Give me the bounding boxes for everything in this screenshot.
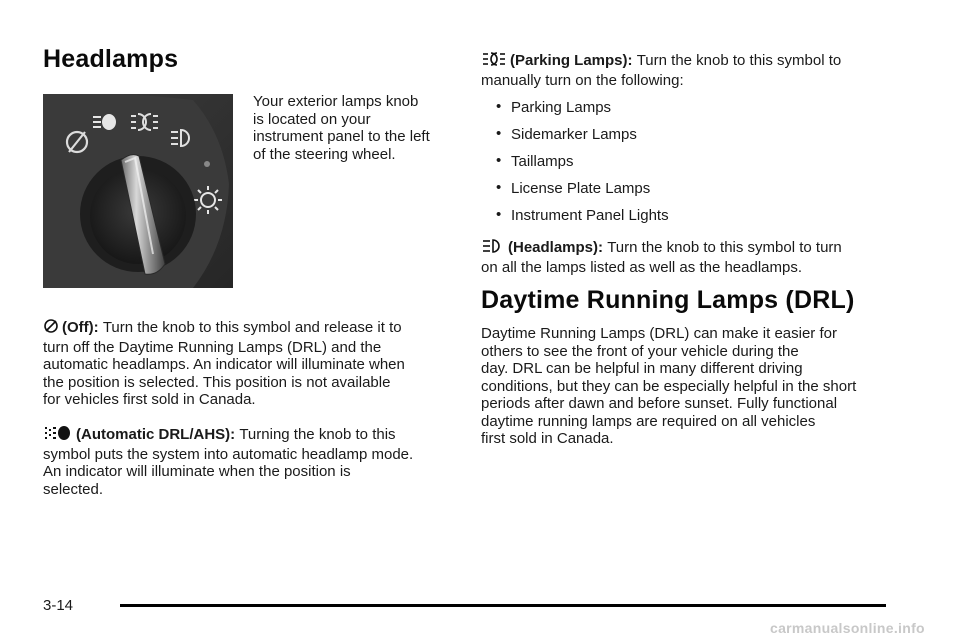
headlamps-label: (Headlamps): <box>508 239 604 256</box>
list-item: • Parking Lamps <box>496 98 612 116</box>
headlamp-knob-photo <box>43 94 233 288</box>
parking-label: (Parking Lamps): <box>510 52 633 69</box>
off-line: for vehicles first sold in Canada. <box>43 391 256 408</box>
watermark: carmanualsonline.info <box>770 620 925 636</box>
headlamps-symbol-icon <box>481 238 505 259</box>
drl-heading: Daytime Running Lamps (DRL) <box>481 286 855 314</box>
footer-rule <box>120 604 886 607</box>
drl-line: Daytime Running Lamps (DRL) can make it easier for <box>481 325 837 342</box>
intro-line: is located on your <box>253 110 371 128</box>
auto-line: symbol puts the system into automatic headlamp mode. <box>43 445 414 463</box>
parking-first-line: Turn the knob to this symbol to <box>636 52 842 69</box>
parking-line-2: manually turn on the following: <box>481 71 684 89</box>
list-item: • Instrument Panel Lights <box>496 206 669 224</box>
headlamps-line-2: on all the lamps listed as well as the headlamps. <box>481 258 803 276</box>
parking-lamps-list <box>481 99 901 234</box>
off-paragraph <box>43 318 453 409</box>
drl-line: daytime running lamps are required on all vehicles <box>481 412 816 430</box>
off-label: (Off): <box>62 319 99 336</box>
intro-paragraph <box>253 93 430 163</box>
headlamps-paragraph <box>481 238 901 276</box>
auto-line: selected. <box>43 480 104 498</box>
parking-lamps-symbol-icon <box>481 51 507 72</box>
off-first-line: Turn the knob to this symbol and release it to <box>102 319 402 336</box>
drl-paragraph <box>481 325 911 448</box>
auto-paragraph <box>43 425 453 498</box>
list-item: • License Plate Lamps <box>496 179 651 197</box>
off-line: automatic headlamps. An indicator will illuminate when <box>43 356 405 373</box>
drl-line: others to see the front of your vehicle during the <box>481 342 799 360</box>
drl-line: day. DRL can be helpful in many different driving <box>481 360 803 377</box>
auto-first-line: Turning the knob to this <box>239 426 396 443</box>
auto-label: (Automatic DRL/AHS): <box>76 426 236 443</box>
headlamps-first-line: Turn the knob to this symbol to turn <box>607 239 842 256</box>
list-item: • Taillamps <box>496 152 574 170</box>
auto-line: An indicator will illuminate when the position is <box>43 463 351 480</box>
off-symbol-icon <box>43 318 59 339</box>
page-number: 3-14 <box>43 597 74 614</box>
intro-line: instrument panel to the left <box>253 128 430 145</box>
off-line: turn off the Daytime Running Lamps (DRL) and the <box>43 338 382 356</box>
parking-paragraph <box>481 51 901 234</box>
auto-drl-symbol-icon <box>43 425 73 446</box>
intro-line: Your exterior lamps knob <box>253 93 419 110</box>
drl-line: first sold in Canada. <box>481 430 614 447</box>
intro-line: of the steering wheel. <box>253 145 396 163</box>
drl-line: conditions, but they can be especially helpful in the short <box>481 377 857 395</box>
list-item: • Sidemarker Lamps <box>496 125 637 143</box>
drl-line: periods after dawn and before sunset. Fully functional <box>481 395 838 412</box>
page-title: Headlamps <box>43 45 179 73</box>
off-line: the position is selected. This position is not available <box>43 373 391 391</box>
